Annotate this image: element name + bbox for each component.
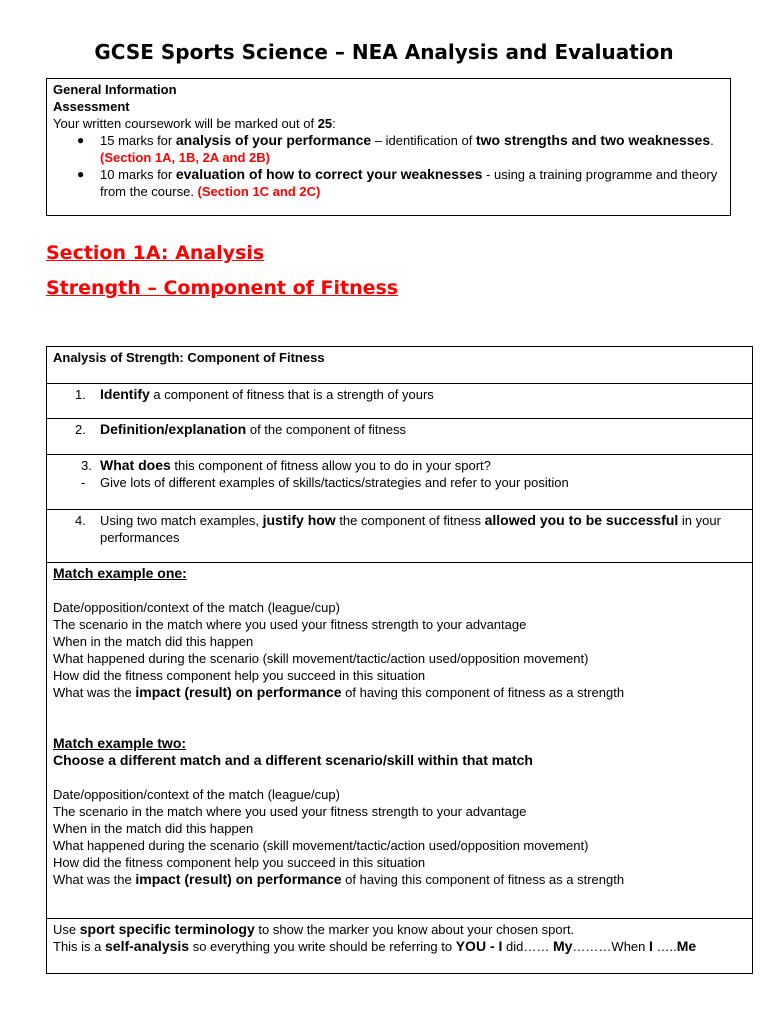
impact-text: What was the xyxy=(53,872,136,887)
q3-number: 3. xyxy=(81,458,92,473)
footer-text: Use xyxy=(53,922,80,937)
q4-text: Using two match examples, xyxy=(100,513,263,528)
match1-line: How did the fitness component help you succeed in this situation xyxy=(53,668,426,683)
match2-line: How did the fitness component help you succeed in this situation xyxy=(53,855,426,870)
impact-text2: of having this component of fitness as a strength xyxy=(341,872,625,887)
q2-text: of the component of fitness xyxy=(246,422,406,437)
q3-dash: - xyxy=(81,475,86,490)
bullet-icon: ● xyxy=(77,133,85,147)
impact-text2: of having this component of fitness as a strength xyxy=(341,685,625,700)
q1-text: a component of fitness that is a strength of yours xyxy=(149,387,434,402)
footer-i: I xyxy=(649,938,653,954)
bullet1-text3: . xyxy=(710,133,714,148)
page-title: GCSE Sports Science – NEA Analysis and Evaluation xyxy=(94,40,674,64)
table-row-q1 xyxy=(47,384,752,419)
match2-line: The scenario in the match where you used your fitness strength to your advantage xyxy=(53,804,527,819)
coursework-intro xyxy=(53,115,724,132)
bullet1-text2: – identification of xyxy=(371,133,476,148)
match2-line: When in the match did this happen xyxy=(53,821,254,836)
impact-bold: impact (result) on performance xyxy=(135,684,342,700)
intro-total-marks: 25 xyxy=(317,116,333,131)
table-header: Analysis of Strength: Component of Fitness xyxy=(53,350,325,365)
table-row-footer xyxy=(47,919,752,973)
general-information-box xyxy=(46,78,731,216)
bullet2-text: 10 marks for xyxy=(100,167,176,182)
match1-impact-line xyxy=(53,684,746,701)
bullet1-sections: (Section 1A, 1B, 2A and 2B) xyxy=(100,150,270,165)
general-information-heading: General Information xyxy=(53,82,177,97)
table-row-q3 xyxy=(47,455,752,510)
footer-line-2 xyxy=(53,938,746,955)
assessment-heading: Assessment xyxy=(53,99,130,114)
q4-bold2: allowed you to be successful xyxy=(484,512,679,528)
q1-number: 1. xyxy=(75,387,86,402)
match-two-subheading: Choose a different match and a different scenario/skill within that match xyxy=(53,752,533,768)
q4-number: 4. xyxy=(75,513,86,528)
bullet2-text2: - using a training programme and theory from the course. xyxy=(100,167,718,199)
q2-bold: Definition/explanation xyxy=(100,421,247,437)
footer-text: This is a xyxy=(53,939,106,954)
match1-line: Date/opposition/context of the match (league/cup) xyxy=(53,600,340,615)
intro-text: Your written coursework will be marked out of xyxy=(53,116,318,131)
q3-bold: What does xyxy=(100,457,171,473)
intro-colon: : xyxy=(332,116,336,131)
table-row-q4 xyxy=(47,510,752,563)
bullet-evaluation xyxy=(53,166,724,200)
bullet-analysis xyxy=(53,132,724,166)
match2-impact-line xyxy=(53,871,746,888)
match1-line: The scenario in the match where you used your fitness strength to your advantage xyxy=(53,617,527,632)
bullet2-bold: evaluation of how to correct your weaknesses xyxy=(175,166,483,182)
match2-line: Date/opposition/context of the match (league/cup) xyxy=(53,787,340,802)
analysis-table xyxy=(46,346,753,974)
bullet2-sections: (Section 1C and 2C) xyxy=(197,184,321,199)
footer-bold: sport specific terminology xyxy=(79,921,255,937)
footer-when: ………When xyxy=(572,939,649,954)
match1-line: What happened during the scenario (skill movement/tactic/action used/opposition movement) xyxy=(53,651,589,666)
q4-bold: justify how xyxy=(262,512,336,528)
impact-bold: impact (result) on performance xyxy=(135,871,342,887)
footer-bold: self-analysis xyxy=(105,938,190,954)
q1-bold: Identify xyxy=(100,386,150,402)
footer-text2: to show the marker you know about your chosen sport. xyxy=(254,922,575,937)
table-row-match-examples xyxy=(47,563,752,919)
q3-subtext: Give lots of different examples of skills/tactics/strategies and refer to your position xyxy=(100,475,569,490)
footer-my: My xyxy=(552,938,573,954)
footer-did: did…… xyxy=(502,939,553,954)
bullet1-bold2: two strengths and two weaknesses xyxy=(475,132,711,148)
q3-text: this component of fitness allow you to do in your sport? xyxy=(170,458,491,473)
footer-text2: so everything you write should be referring to xyxy=(189,939,456,954)
match-one-heading: Match example one: xyxy=(53,565,187,581)
q4-text3: in your performances xyxy=(100,513,721,545)
impact-text: What was the xyxy=(53,685,136,700)
section-title: Section 1A: Analysis xyxy=(46,242,265,264)
match1-line: When in the match did this happen xyxy=(53,634,254,649)
bullet1-text: 15 marks for xyxy=(100,133,176,148)
footer-line-1 xyxy=(53,921,746,938)
bullet1-bold: analysis of your performance xyxy=(175,132,372,148)
footer-you: YOU - I xyxy=(455,938,503,954)
bullet-icon: ● xyxy=(77,167,85,181)
q2-number: 2. xyxy=(75,422,86,437)
match2-line: What happened during the scenario (skill movement/tactic/action used/opposition movement) xyxy=(53,838,589,853)
table-row-q2 xyxy=(47,419,752,455)
table-header-row xyxy=(47,347,752,384)
q4-text2: the component of fitness xyxy=(335,513,485,528)
section-subtitle: Strength – Component of Fitness xyxy=(46,277,399,299)
match-two-heading: Match example two: xyxy=(53,735,187,751)
footer-dots: ….. xyxy=(652,939,677,954)
footer-me: Me xyxy=(676,938,697,954)
